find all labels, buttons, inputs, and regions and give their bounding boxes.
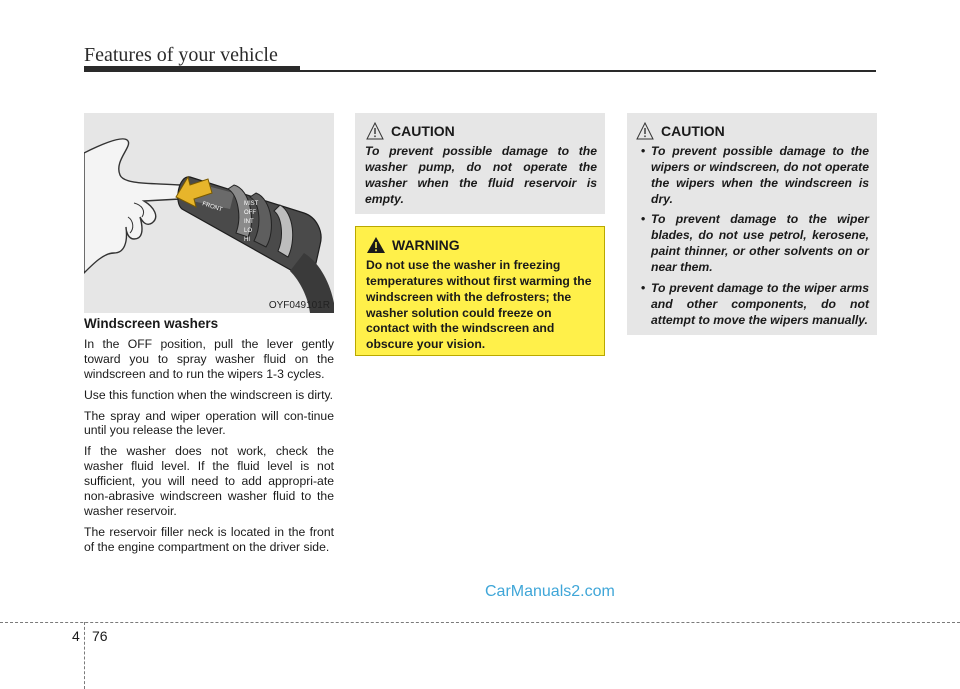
- page-header-title: Features of your vehicle: [84, 44, 278, 66]
- warning-text: Do not use the washer in freezing temperatures without first warming the windscreen with the defrosters; the washer solution could freeze on contact with the windscreen and obscure your vision.: [366, 258, 592, 352]
- caution-box-wipers: [627, 113, 877, 335]
- warning-heading-text: WARNING: [392, 237, 460, 253]
- caution-triangle-icon: [365, 121, 385, 141]
- footer-divider: [84, 622, 85, 689]
- caution-heading: [365, 121, 597, 141]
- list-item: • To prevent damage to the wiper arms and other components, do not attempt to move the wipers manually.: [635, 281, 869, 329]
- paragraph: If the washer does not work, check the washer fluid level. If the fluid level is not sufficient, you will need to add appropri-ate non-abrasive windscreen washer fluid to the washer reservoir.: [84, 444, 334, 518]
- lever-label-mist: MIST: [244, 201, 259, 207]
- caution-heading-text: CAUTION: [391, 123, 455, 139]
- caution-heading: [635, 121, 869, 141]
- warning-heading: [366, 235, 596, 255]
- wiper-lever-illustration: [84, 113, 334, 313]
- list-item: • To prevent possible damage to the wipers or windscreen, do not operate the wipers when the windscreen is dry.: [635, 144, 869, 207]
- footer-rule: [0, 622, 960, 623]
- lever-drawing: [84, 113, 334, 313]
- lever-label-lo: LO: [244, 228, 253, 234]
- lever-label-front: FRONT: [201, 201, 223, 214]
- lever-label-hi: HI: [244, 237, 250, 243]
- watermark-link[interactable]: CarManuals2.com: [485, 583, 615, 600]
- washer-section: [84, 316, 334, 560]
- list-item: • To prevent damage to the wiper blades, do not use petrol, kerosene, paint thinner, or other solvents on or near them.: [635, 212, 869, 275]
- chapter-number: 4: [72, 628, 80, 644]
- caution-heading-text: CAUTION: [661, 123, 725, 139]
- lever-label-int: INT: [244, 219, 254, 225]
- page-number: 76: [92, 628, 108, 644]
- section-title: Windscreen washers: [84, 316, 219, 331]
- header-rule-thick: [84, 66, 300, 72]
- caution-triangle-icon: [635, 121, 655, 141]
- lever-label-off: OFF: [244, 210, 256, 216]
- paragraph: The spray and wiper operation will con-tinue until you release the lever.: [84, 408, 334, 438]
- header-rule-thin: [300, 70, 876, 72]
- warning-triangle-icon: [366, 235, 386, 255]
- figure-code: OYF049101R: [268, 300, 330, 311]
- caution-list: [635, 144, 869, 328]
- caution-text: To prevent possible damage to the washer pump, do not operate the washer when the fluid reservoir is empty.: [365, 144, 597, 206]
- warning-box: [355, 226, 605, 356]
- paragraph: Use this function when the windscreen is dirty.: [84, 387, 334, 402]
- paragraph: The reservoir filler neck is located in the front of the engine compartment on the driver side.: [84, 524, 334, 554]
- caution-box-washer-pump: [355, 113, 605, 214]
- paragraph: In the OFF position, pull the lever gently toward you to spray washer fluid on the windscreen and to run the wipers 1-3 cycles.: [84, 337, 334, 381]
